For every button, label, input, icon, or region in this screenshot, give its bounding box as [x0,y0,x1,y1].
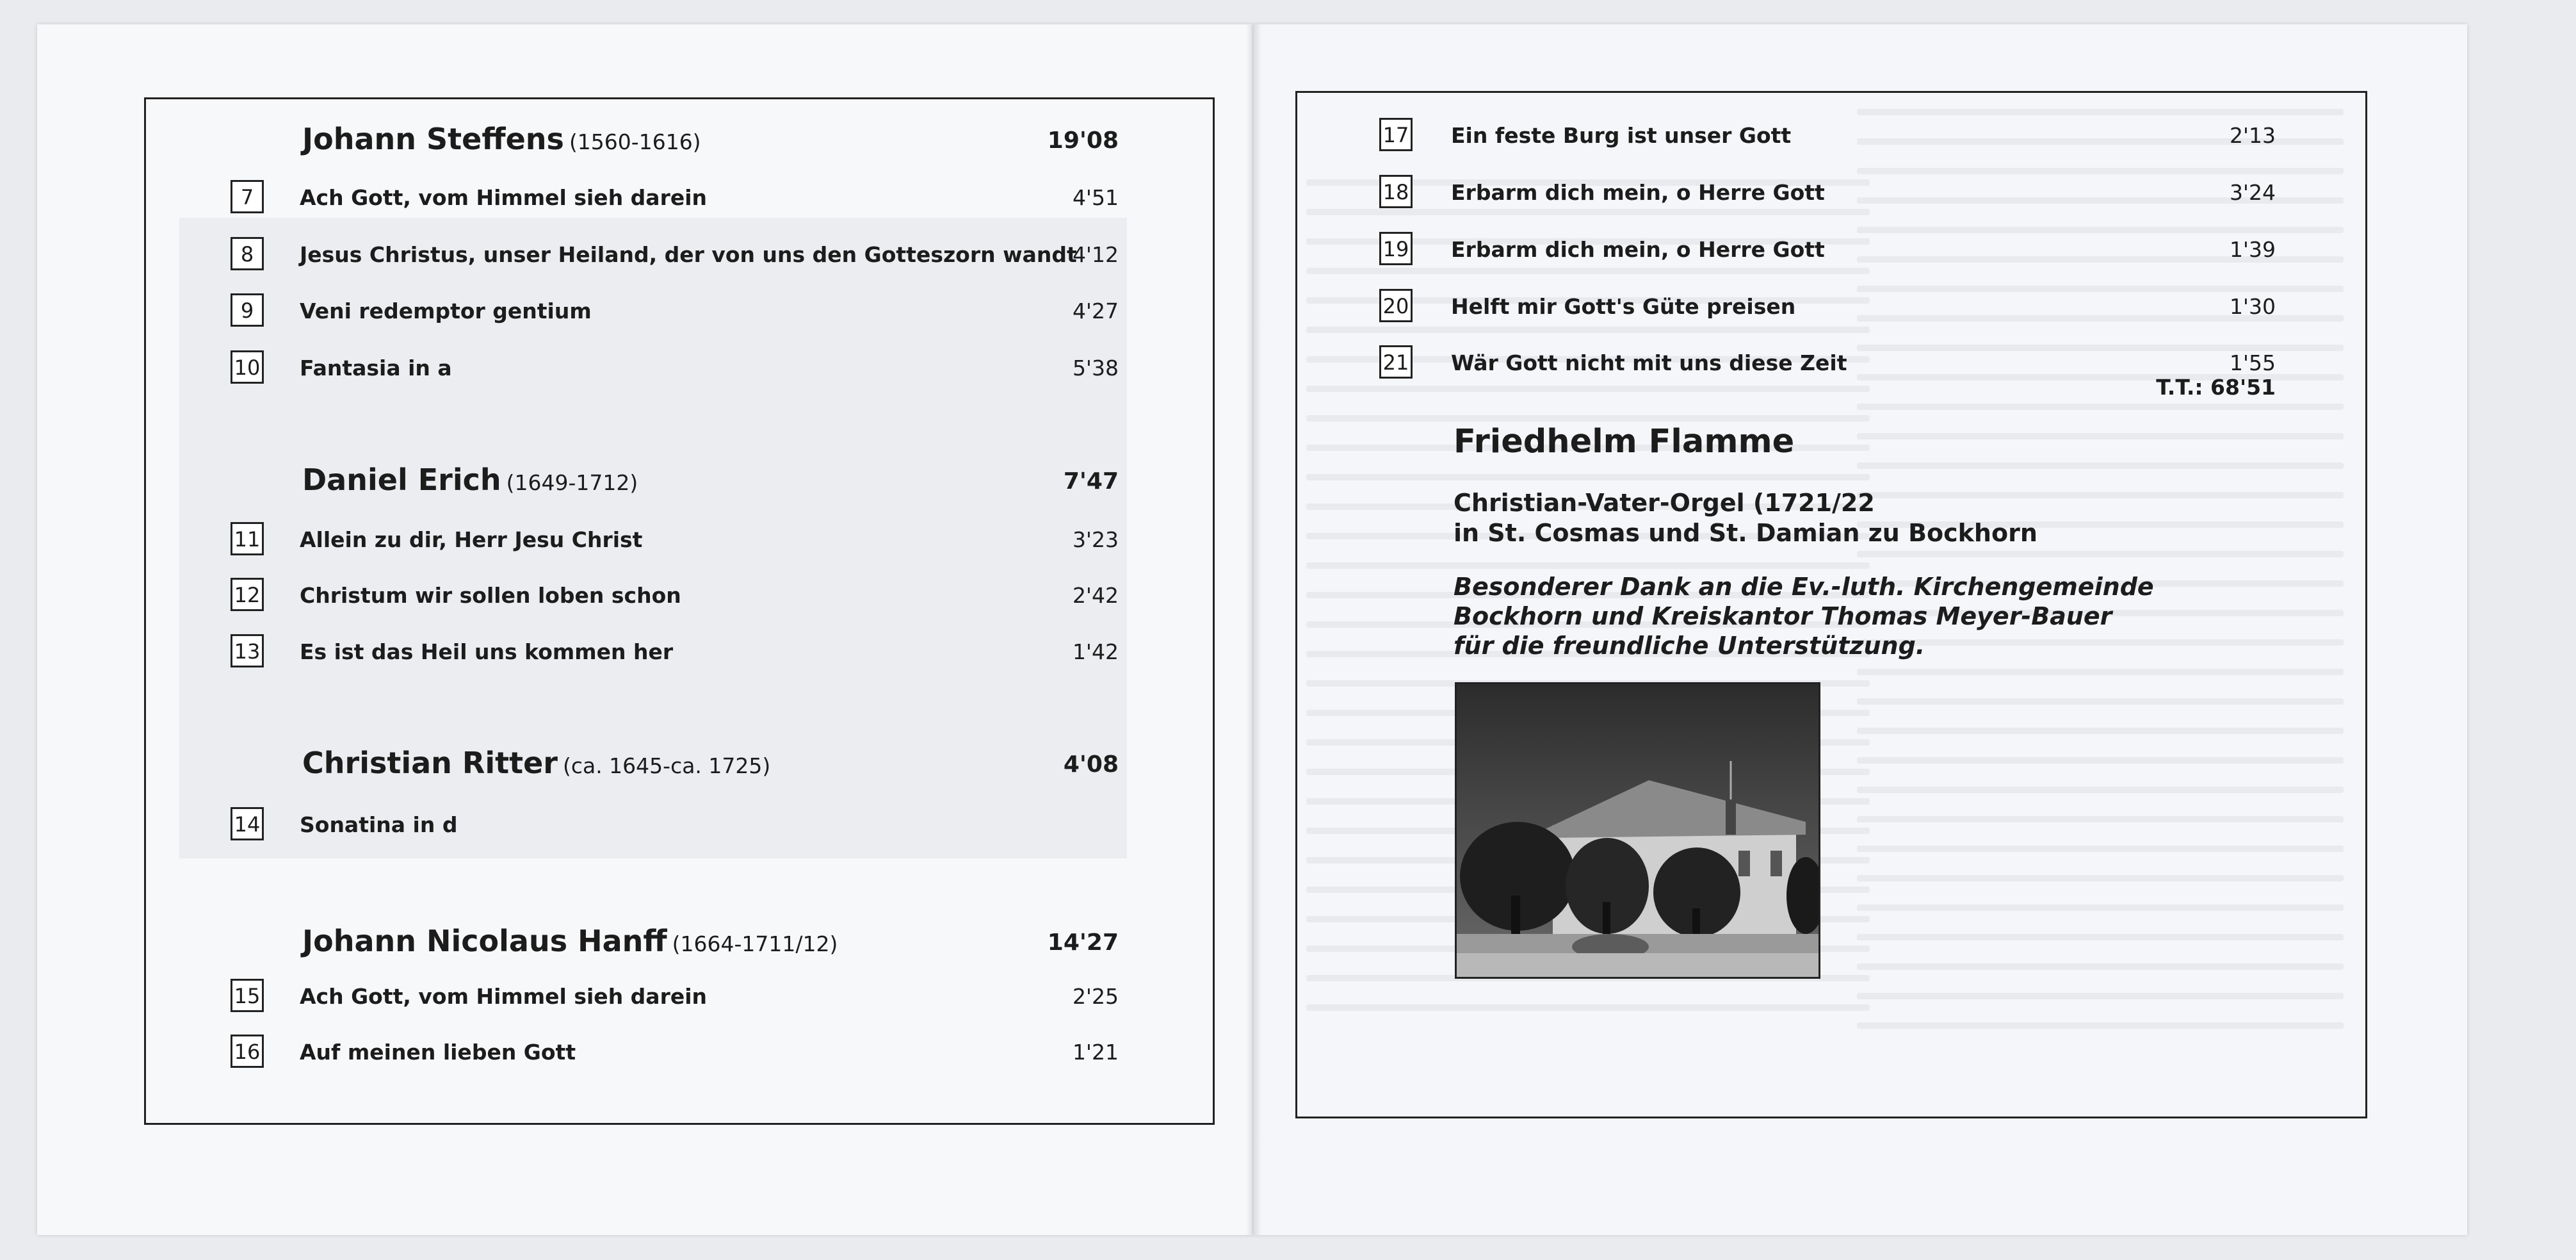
track-number: 10 [231,350,264,384]
composer-heading [302,110,1119,161]
track-number: 20 [1379,289,1413,322]
track-title: Christum wir sollen loben schon [300,583,681,608]
track-title: Helft mir Gott's Güte preisen [1451,294,1796,319]
composer-heading [302,734,1119,785]
track-number: 16 [231,1035,264,1068]
track-duration: 1'42 [1072,639,1119,664]
track-title: Jesus Christus, unser Heiland, der von uns den Gotteszorn wandt [300,242,1077,267]
composer-years: (1664-1711/12) [672,931,838,956]
track-duration: 3'24 [2229,180,2276,205]
track-number: 14 [231,807,264,840]
track-row [231,578,1119,618]
track-title: Ein feste Burg ist unser Gott [1451,123,1792,148]
track-title: Auf meinen lieben Gott [300,1040,576,1065]
track-title: Wär Gott nicht mit uns diese Zeit [1451,350,1847,375]
composer-total-time: 19'08 [1047,127,1119,154]
composer-name: Christian Ritter [302,746,558,780]
track-duration: 2'25 [1072,984,1119,1009]
organ-line: in St. Cosmas und St. Damian zu Bockhorn [1454,519,2037,547]
organ-line: Christian-Vater-Orgel (1721/22 [1454,489,1875,517]
track-row [231,522,1119,562]
organ-description [1454,488,2037,548]
track-number: 12 [231,578,264,611]
track-row [1379,175,2276,215]
track-duration: 2'13 [2229,123,2276,148]
track-duration: 3'23 [1072,527,1119,552]
track-number: 7 [231,180,264,213]
track-title: Sonatina in d [300,812,458,837]
composer-years: (1560-1616) [569,129,701,154]
total-time: T.T.: 68'51 [2156,375,2276,400]
booklet-fold [1246,24,1261,1235]
track-title: Veni redemptor gentium [300,299,592,323]
track-number: 9 [231,293,264,327]
track-duration: 2'42 [1072,583,1119,608]
composer-name: Johann Nicolaus Hanff [302,924,667,958]
track-title: Fantasia in a [300,356,452,380]
composer-total-time: 7'47 [1063,468,1119,495]
track-number: 11 [231,522,264,555]
track-row [231,1035,1119,1074]
acknowledgement-line: Besonderer Dank an die Ev.-luth. Kirchengemeinde [1454,573,2154,601]
track-row [231,180,1119,220]
track-number: 17 [1379,118,1413,151]
track-duration: 4'27 [1072,299,1119,323]
track-number: 13 [231,634,264,667]
track-title: Erbarm dich mein, o Herre Gott [1451,180,1825,205]
track-row [1379,118,2276,158]
church-photo [1455,682,1820,979]
composer-total-time: 4'08 [1063,751,1119,778]
composer-years: (ca. 1645-ca. 1725) [562,753,771,778]
track-duration: 5'38 [1072,356,1119,380]
composer-name: Johann Steffens [302,122,564,156]
track-number: 19 [1379,232,1413,265]
track-title: Erbarm dich mein, o Herre Gott [1451,237,1825,262]
track-duration: 1'30 [2229,294,2276,319]
track-row [231,807,1119,847]
track-row [231,293,1119,333]
composer-years: (1649-1712) [506,470,638,495]
track-duration: 1'21 [1072,1040,1119,1065]
acknowledgement-line: für die freundliche Unterstützung. [1454,632,1925,660]
track-title: Es ist das Heil uns kommen her [300,639,674,664]
artist-name: Friedhelm Flamme [1454,423,1795,461]
track-duration: 1'55 [2229,350,2276,375]
track-title: Ach Gott, vom Himmel sieh darein [300,185,708,210]
acknowledgement-line: Bockhorn und Kreiskantor Thomas Meyer-Bauer [1454,602,2112,630]
church-photo-drawing [1457,684,1819,977]
track-row [231,634,1119,674]
track-title: Allein zu dir, Herr Jesu Christ [300,527,643,552]
composer-total-time: 14'27 [1047,929,1119,956]
track-number: 21 [1379,345,1413,379]
track-row [231,979,1119,1019]
track-duration: 4'12 [1072,242,1119,267]
track-number: 18 [1379,175,1413,208]
track-row [231,350,1119,390]
track-duration: 4'51 [1072,185,1119,210]
track-row [1379,232,2276,272]
acknowledgement [1454,572,2154,660]
track-duration: 1'39 [2229,237,2276,262]
composer-heading [302,451,1119,502]
track-row [231,237,1119,277]
track-number: 15 [231,979,264,1012]
track-title: Ach Gott, vom Himmel sieh darein [300,984,708,1009]
composer-heading [302,912,1119,963]
track-number: 8 [231,237,264,270]
composer-name: Daniel Erich [302,462,501,497]
track-row [1379,289,2276,329]
